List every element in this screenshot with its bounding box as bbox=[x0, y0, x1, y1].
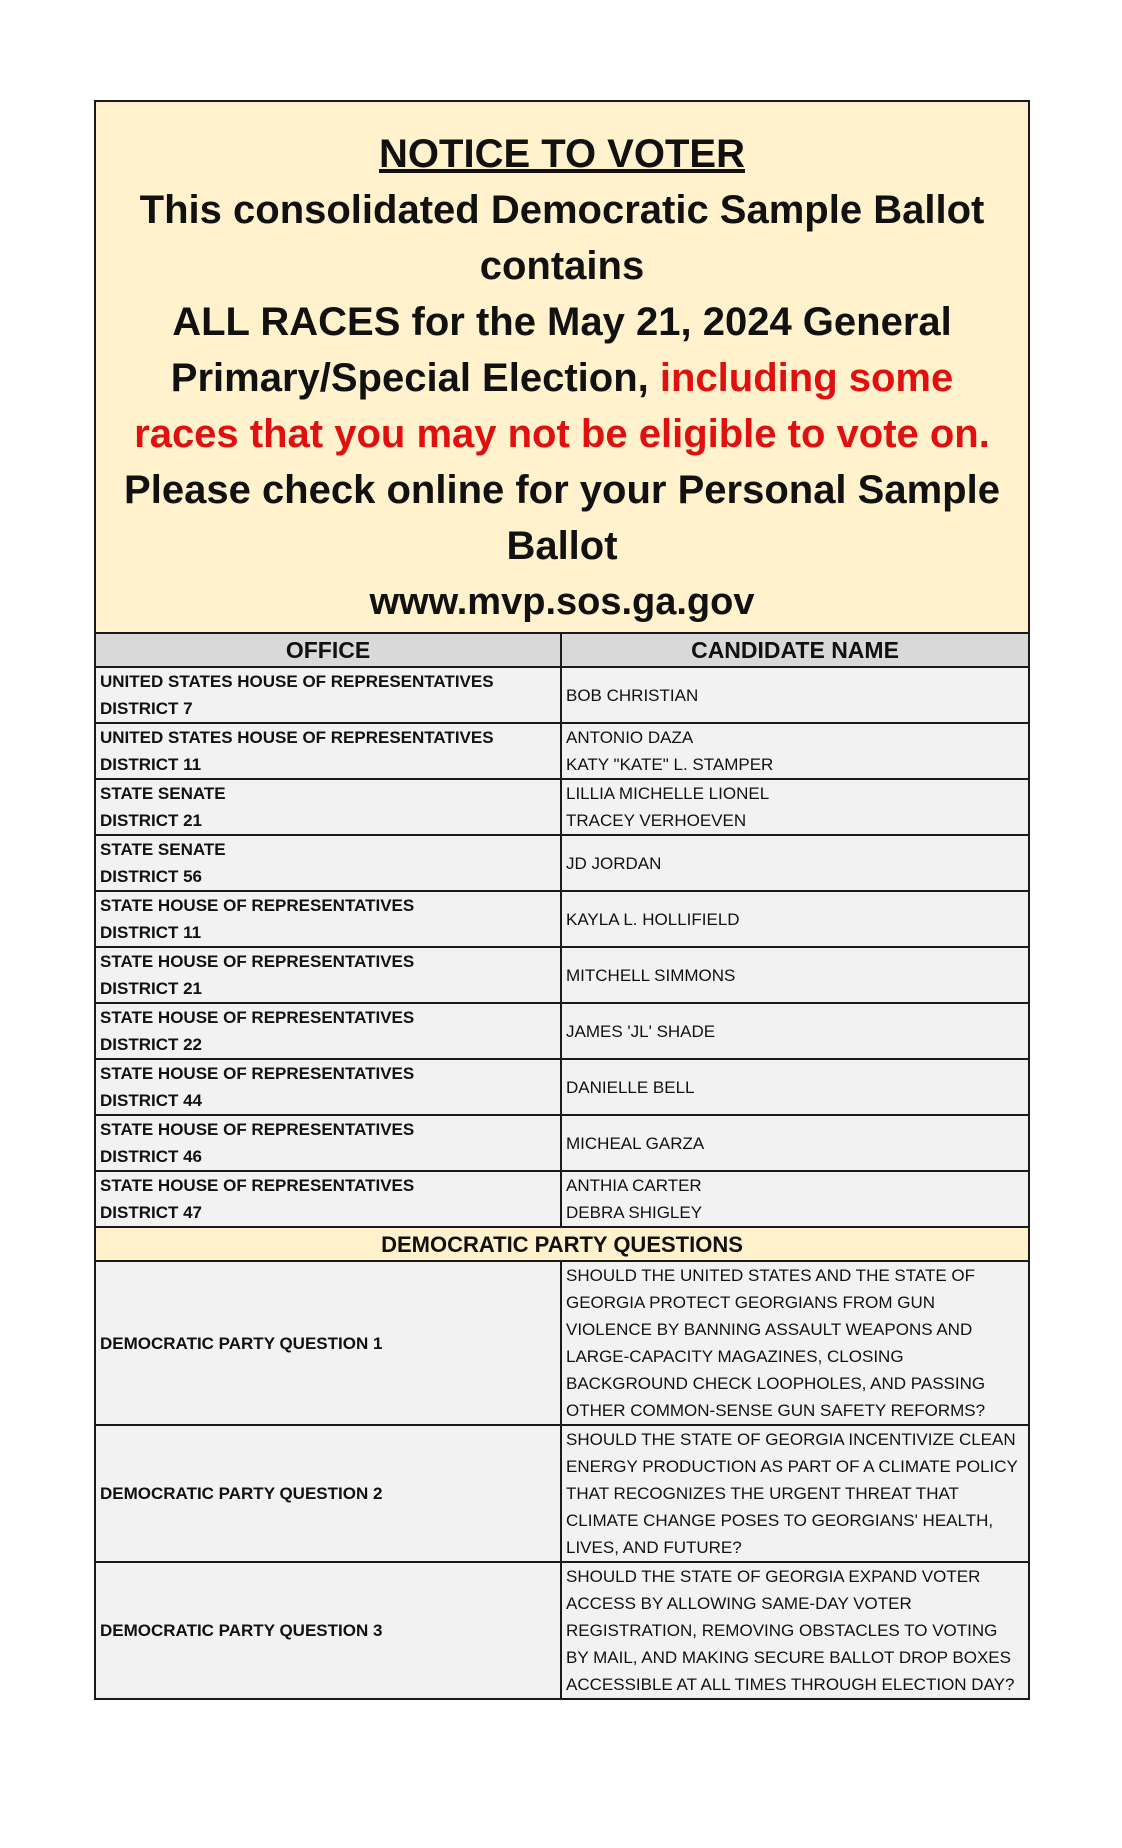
race-candidates bbox=[561, 947, 1028, 1003]
notice-line-consolidated: This consolidated Democratic Sample Ballot contains bbox=[139, 188, 985, 288]
ballot-body bbox=[96, 667, 1028, 1698]
race-row bbox=[96, 1059, 1028, 1115]
notice-title: NOTICE TO VOTER bbox=[379, 132, 745, 176]
race-row bbox=[96, 835, 1028, 891]
notice-url[interactable]: www.mvp.sos.ga.gov bbox=[369, 581, 755, 623]
office-line: DISTRICT 47 bbox=[100, 1203, 203, 1222]
candidate-name: KATY "KATE" L. STAMPER bbox=[566, 755, 774, 774]
race-office bbox=[96, 947, 561, 1003]
office-line: STATE HOUSE OF REPRESENTATIVES bbox=[100, 1008, 415, 1027]
race-candidates bbox=[561, 779, 1028, 835]
office-line: DISTRICT 11 bbox=[100, 923, 202, 942]
race-office bbox=[96, 891, 561, 947]
questions-section-title: DEMOCRATIC PARTY QUESTIONS bbox=[96, 1227, 1028, 1261]
office-line: DISTRICT 21 bbox=[100, 811, 203, 830]
office-line: DISTRICT 11 bbox=[100, 755, 202, 774]
question-label: DEMOCRATIC PARTY QUESTION 2 bbox=[96, 1425, 561, 1562]
candidate-column-header: CANDIDATE NAME bbox=[561, 634, 1028, 667]
candidate-name: MITCHELL SIMMONS bbox=[566, 965, 736, 985]
notice-line-all-races bbox=[118, 294, 1006, 462]
race-row bbox=[96, 779, 1028, 835]
race-candidates bbox=[561, 835, 1028, 891]
question-label: DEMOCRATIC PARTY QUESTION 3 bbox=[96, 1562, 561, 1698]
notice-all-races-text: ALL RACES for the May 21, 2024 General Primary/Special Election, bbox=[170, 300, 952, 400]
office-line: DISTRICT 21 bbox=[100, 979, 203, 998]
race-candidates bbox=[561, 1003, 1028, 1059]
candidate-name: MICHEAL GARZA bbox=[566, 1133, 705, 1153]
office-line: DISTRICT 44 bbox=[100, 1091, 203, 1110]
race-office bbox=[96, 835, 561, 891]
office-line: DISTRICT 46 bbox=[100, 1147, 203, 1166]
race-candidates bbox=[561, 667, 1028, 723]
candidate-name: JD JORDAN bbox=[566, 853, 662, 873]
question-text: SHOULD THE STATE OF GEORGIA INCENTIVIZE CLEAN ENERGY PRODUCTION AS PART OF A CLIMATE POLICY THAT RECOGNIZES THE URGENT THREAT THAT CLIMATE CHANGE POSES TO GEORGIANS' HEALTH, LIVES, AND FUTURE? bbox=[561, 1425, 1028, 1562]
office-line: DISTRICT 22 bbox=[100, 1035, 203, 1054]
notice-to-voter bbox=[96, 102, 1028, 634]
race-candidates bbox=[561, 1171, 1028, 1227]
race-row bbox=[96, 947, 1028, 1003]
office-line: STATE HOUSE OF REPRESENTATIVES bbox=[100, 1064, 415, 1083]
question-label: DEMOCRATIC PARTY QUESTION 1 bbox=[96, 1261, 561, 1425]
office-line: STATE SENATE bbox=[100, 840, 226, 859]
office-line: STATE HOUSE OF REPRESENTATIVES bbox=[100, 1176, 415, 1195]
office-line: STATE SENATE bbox=[100, 784, 226, 803]
question-row bbox=[96, 1425, 1028, 1562]
table-header-row bbox=[96, 634, 1028, 667]
race-candidates bbox=[561, 1115, 1028, 1171]
office-line: DISTRICT 7 bbox=[100, 699, 193, 718]
race-candidates bbox=[561, 891, 1028, 947]
notice-line-check-online: Please check online for your Personal Sample Ballot bbox=[124, 468, 1000, 568]
candidate-name: ANTONIO DAZA bbox=[566, 728, 694, 747]
candidate-name: DANIELLE BELL bbox=[566, 1077, 695, 1097]
questions-section-row bbox=[96, 1227, 1028, 1261]
notice-eligibility-warning: including some races that you may not be eligible to vote on. bbox=[134, 356, 990, 456]
race-row bbox=[96, 723, 1028, 779]
race-office bbox=[96, 667, 561, 723]
race-office bbox=[96, 1171, 561, 1227]
candidate-name: LILLIA MICHELLE LIONEL bbox=[566, 784, 770, 803]
office-column-header: OFFICE bbox=[96, 634, 561, 667]
office-line: UNITED STATES HOUSE OF REPRESENTATIVES bbox=[100, 672, 494, 691]
race-candidates bbox=[561, 1059, 1028, 1115]
question-text: SHOULD THE UNITED STATES AND THE STATE OF GEORGIA PROTECT GEORGIANS FROM GUN VIOLENCE BY BANNING ASSAULT WEAPONS AND LARGE-CAPACITY MAGAZINES, CLOSING BACKGROUND CHECK LOOPHOLES, AND PASSING OTHER COMMON-SENSE GUN SAFETY REFORMS? bbox=[561, 1261, 1028, 1425]
race-row bbox=[96, 1115, 1028, 1171]
question-text: SHOULD THE STATE OF GEORGIA EXPAND VOTER ACCESS BY ALLOWING SAME-DAY VOTER REGISTRATION, REMOVING OBSTACLES TO VOTING BY MAIL, AND MAKING SECURE BALLOT DROP BOXES ACCESSIBLE AT ALL TIMES THROUGH ELECTION DAY? bbox=[561, 1562, 1028, 1698]
candidate-name: TRACEY VERHOEVEN bbox=[566, 811, 747, 830]
office-line: UNITED STATES HOUSE OF REPRESENTATIVES bbox=[100, 728, 494, 747]
race-row bbox=[96, 667, 1028, 723]
race-office bbox=[96, 1059, 561, 1115]
race-office bbox=[96, 1003, 561, 1059]
ballot-table bbox=[96, 634, 1028, 1698]
question-row bbox=[96, 1562, 1028, 1698]
sample-ballot bbox=[94, 100, 1030, 1700]
race-office bbox=[96, 1115, 561, 1171]
candidate-name: ANTHIA CARTER bbox=[566, 1176, 702, 1195]
candidate-name: KAYLA L. HOLLIFIELD bbox=[566, 909, 740, 929]
race-row bbox=[96, 891, 1028, 947]
question-row bbox=[96, 1261, 1028, 1425]
candidate-name: BOB CHRISTIAN bbox=[566, 685, 699, 705]
race-office bbox=[96, 779, 561, 835]
office-line: STATE HOUSE OF REPRESENTATIVES bbox=[100, 952, 415, 971]
office-line: DISTRICT 56 bbox=[100, 867, 203, 886]
race-office bbox=[96, 723, 561, 779]
race-candidates bbox=[561, 723, 1028, 779]
candidate-name: DEBRA SHIGLEY bbox=[566, 1203, 703, 1222]
race-row bbox=[96, 1171, 1028, 1227]
office-line: STATE HOUSE OF REPRESENTATIVES bbox=[100, 896, 415, 915]
candidate-name: JAMES 'JL' SHADE bbox=[566, 1021, 716, 1041]
office-line: STATE HOUSE OF REPRESENTATIVES bbox=[100, 1120, 415, 1139]
race-row bbox=[96, 1003, 1028, 1059]
